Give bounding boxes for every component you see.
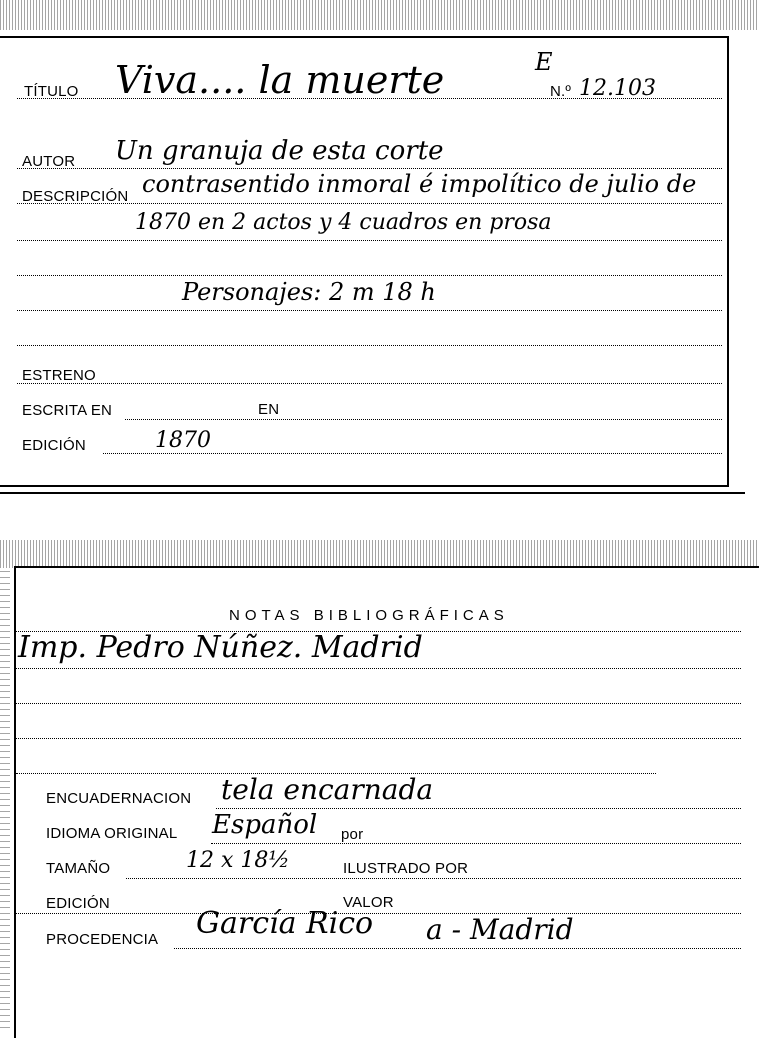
size-value: 12 x 18½ [186, 848, 290, 873]
provenance-label: PROCEDENCIA [46, 931, 159, 948]
rule [216, 808, 741, 809]
rule [211, 843, 741, 844]
notes-value: Imp. Pedro Núñez. Madrid [18, 630, 423, 665]
provenance-value-1: García Rico [196, 906, 374, 941]
rule [17, 240, 722, 241]
edition-label: EDICIÓN [22, 437, 86, 454]
characters-value: Personajes: 2 m 18 h [182, 278, 436, 306]
by-label: por [341, 826, 364, 843]
title-label: TÍTULO [24, 83, 79, 100]
rule [16, 913, 741, 914]
divider-line [0, 492, 745, 494]
rule [16, 703, 741, 704]
rule [126, 878, 741, 879]
size-label: TAMAÑO [46, 860, 111, 877]
rule [125, 419, 722, 420]
binding-value: tela encarnada [221, 773, 434, 806]
original-language-value: Español [212, 810, 318, 840]
letter-mark: E [535, 48, 553, 76]
written-in-label: ESCRITA EN [22, 402, 113, 419]
number-label: N.º [550, 83, 572, 100]
title-value: Viva.... la muerte [115, 58, 445, 102]
rule [17, 383, 722, 384]
rule [174, 948, 741, 949]
value-label: VALOR [343, 894, 394, 911]
scan-noise-left [0, 568, 10, 1028]
scan-noise-top [0, 0, 759, 30]
rule [103, 453, 722, 454]
description-value-line1: contrasentido inmoral é impolítico de julio de [142, 170, 697, 198]
rule [16, 738, 741, 739]
scan-noise-middle [0, 540, 759, 568]
edition-value: 1870 [155, 428, 211, 453]
in-label: EN [258, 401, 280, 418]
catalog-card-lower [14, 566, 759, 1038]
notes-heading: NOTAS BIBLIOGRÁFICAS [229, 607, 509, 624]
illustrated-by-label: ILUSTRADO POR [343, 860, 469, 877]
author-value: Un granuja de esta corte [115, 136, 444, 166]
original-language-label: IDIOMA ORIGINAL [46, 825, 178, 842]
rule [16, 668, 741, 669]
author-label: AUTOR [22, 153, 76, 170]
catalog-card-upper [0, 36, 729, 487]
rule [17, 275, 722, 276]
edition-label-2: EDICIÓN [46, 895, 110, 912]
premiere-label: ESTRENO [22, 367, 96, 384]
description-value-line2: 1870 en 2 actos y 4 cuadros en prosa [135, 210, 552, 235]
rule [17, 310, 722, 311]
description-label: DESCRIPCIÓN [22, 188, 129, 205]
binding-label: ENCUADERNACION [46, 790, 192, 807]
rule [17, 168, 722, 169]
number-value: 12.103 [579, 76, 656, 101]
provenance-value-2: a - Madrid [426, 913, 574, 946]
rule [17, 345, 722, 346]
